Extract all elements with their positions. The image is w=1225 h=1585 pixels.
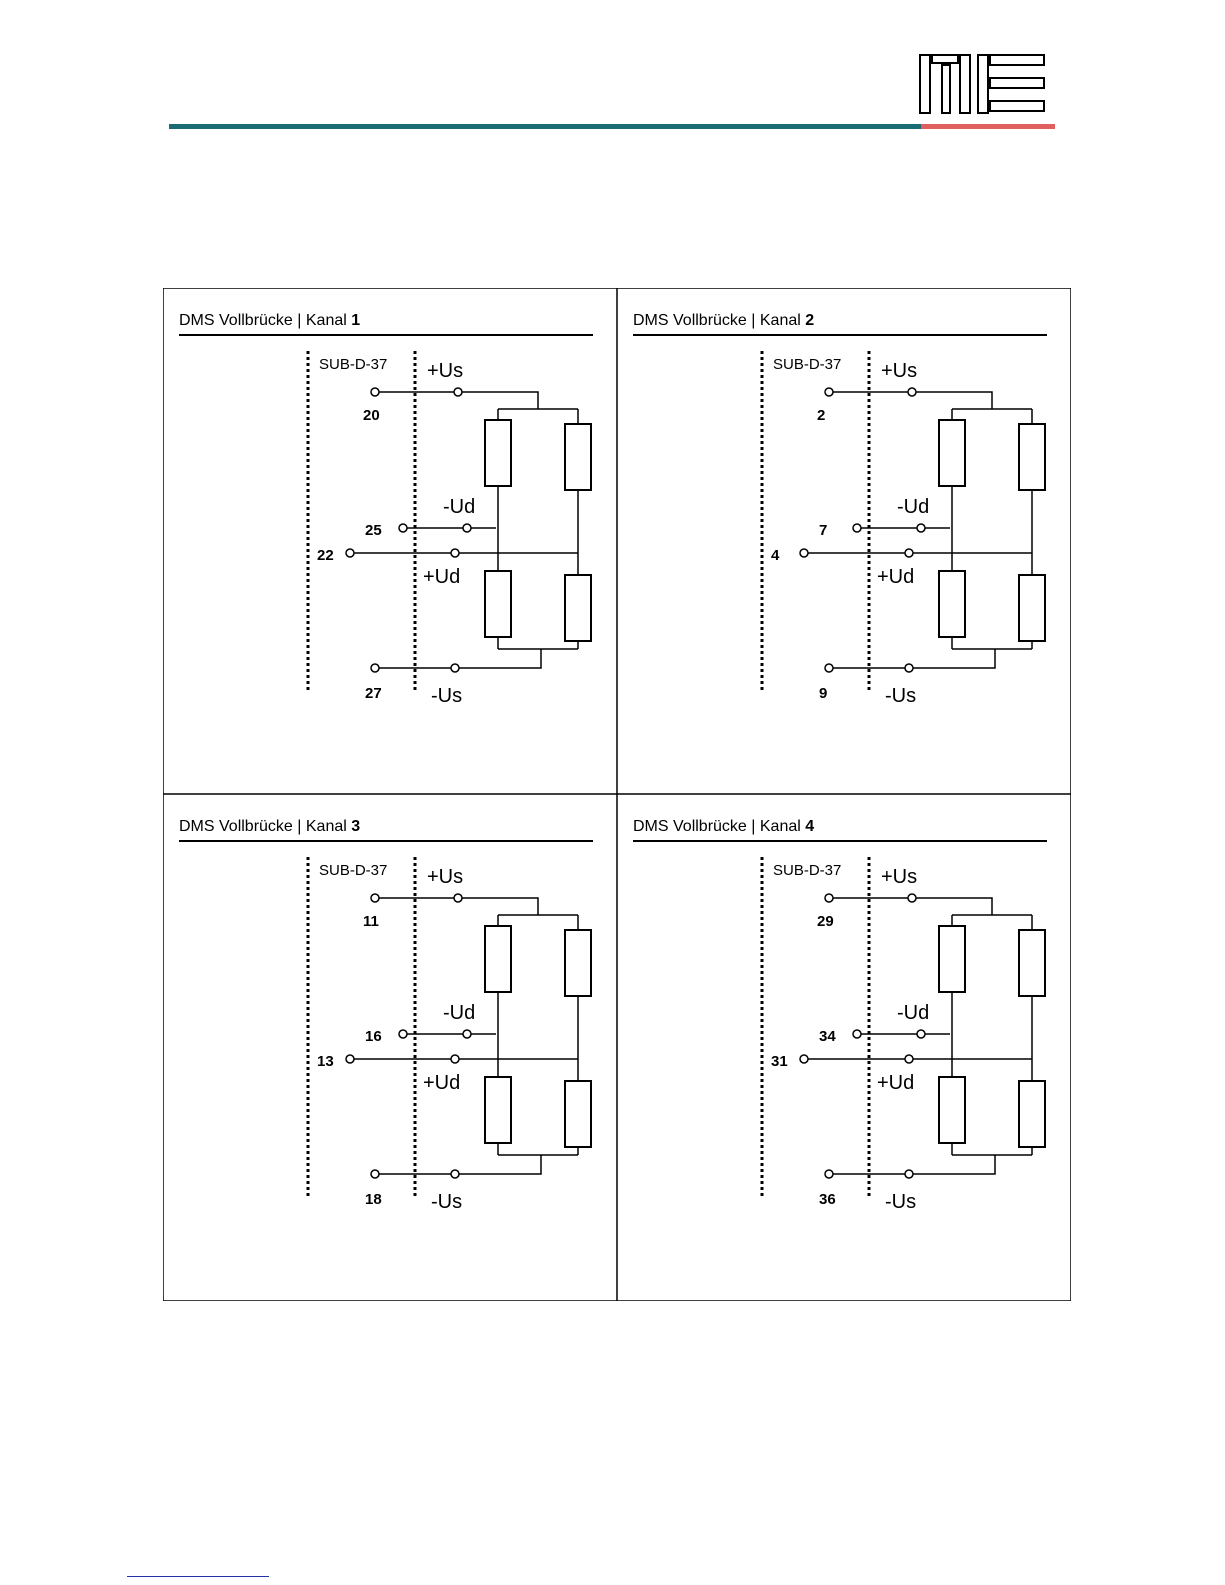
wiring-diagram <box>163 288 1071 1301</box>
signal-label-minus-ud: -Ud <box>897 496 930 518</box>
strain-gauge-resistor <box>565 575 591 641</box>
terminal-pin <box>371 894 379 902</box>
strain-gauge-resistor <box>565 424 591 490</box>
terminal-pin <box>463 524 471 532</box>
signal-label-minus-ud: -Ud <box>443 1002 476 1024</box>
channel-panel <box>633 312 1047 707</box>
signal-label-minus-ud: -Ud <box>897 1002 930 1024</box>
signal-label-minus-us: -Us <box>885 685 917 707</box>
panel-title <box>633 818 814 835</box>
panel-title-prefix: DMS Vollbrücke | Kanal <box>179 818 352 835</box>
panel-title-prefix: DMS Vollbrücke | Kanal <box>633 312 806 329</box>
panel-title <box>633 312 814 329</box>
header-rule-teal <box>169 124 921 129</box>
terminal-pin <box>853 1030 861 1038</box>
signal-label-plus-us: +Us <box>427 360 464 382</box>
terminal-pin <box>825 1170 833 1178</box>
me-logo-icon <box>918 53 1056 117</box>
strain-gauge-resistor <box>485 1077 511 1143</box>
channel-panel <box>179 818 593 1213</box>
pin-number-plus-us: 29 <box>817 913 834 930</box>
terminal-pin <box>463 1030 471 1038</box>
terminal-pin <box>917 1030 925 1038</box>
terminal-pin <box>451 549 459 557</box>
terminal-pin <box>825 664 833 672</box>
panel-title <box>179 312 360 329</box>
signal-label-minus-us: -Us <box>431 685 463 707</box>
terminal-pin <box>454 894 462 902</box>
terminal-pin <box>399 524 407 532</box>
wire-minus-us <box>379 649 541 668</box>
signal-label-plus-us: +Us <box>881 360 918 382</box>
terminal-pin <box>371 1170 379 1178</box>
strain-gauge-resistor <box>939 420 965 486</box>
signal-label-plus-us: +Us <box>427 866 464 888</box>
pin-number-minus-ud: 25 <box>365 522 382 539</box>
terminal-pin <box>371 664 379 672</box>
signal-label-plus-ud: +Ud <box>423 1072 461 1094</box>
terminal-pin <box>800 1055 808 1063</box>
strain-gauge-resistor <box>1019 930 1045 996</box>
channel-panel <box>179 312 593 707</box>
wire-minus-us <box>833 649 995 668</box>
strain-gauge-resistor <box>939 1077 965 1143</box>
terminal-pin <box>908 388 916 396</box>
terminal-pin <box>346 549 354 557</box>
terminal-pin <box>454 388 462 396</box>
panel-channel-number: 2 <box>805 312 815 329</box>
strain-gauge-resistor <box>1019 1081 1045 1147</box>
terminal-pin <box>451 664 459 672</box>
panel-title <box>179 818 360 835</box>
strain-gauge-resistor <box>565 930 591 996</box>
wire-minus-us <box>833 1155 995 1174</box>
strain-gauge-resistor <box>485 571 511 637</box>
strain-gauge-resistor <box>485 926 511 992</box>
connector-label: SUB-D-37 <box>319 862 388 879</box>
signal-label-plus-ud: +Ud <box>877 566 915 588</box>
terminal-pin <box>825 388 833 396</box>
panel-channel-number: 4 <box>805 818 815 835</box>
strain-gauge-resistor <box>1019 424 1045 490</box>
signal-label-plus-us: +Us <box>881 866 918 888</box>
pin-number-minus-us: 27 <box>365 685 382 702</box>
strain-gauge-resistor <box>939 926 965 992</box>
terminal-pin <box>451 1055 459 1063</box>
channel-panel <box>633 818 1047 1213</box>
terminal-pin <box>825 894 833 902</box>
terminal-pin <box>451 1170 459 1178</box>
connector-label: SUB-D-37 <box>319 356 388 373</box>
strain-gauge-resistor <box>1019 575 1045 641</box>
pin-number-plus-us: 2 <box>817 407 826 424</box>
terminal-pin <box>905 1170 913 1178</box>
terminal-pin <box>905 1055 913 1063</box>
header-rule-red <box>921 124 1055 129</box>
strain-gauge-resistor <box>485 420 511 486</box>
terminal-pin <box>908 894 916 902</box>
panel-channel-number: 1 <box>351 312 361 329</box>
wire-minus-us <box>379 1155 541 1174</box>
pin-number-minus-ud: 7 <box>819 522 828 539</box>
pin-number-minus-ud: 16 <box>365 1028 382 1045</box>
terminal-pin <box>399 1030 407 1038</box>
panel-title-prefix: DMS Vollbrücke | Kanal <box>633 818 806 835</box>
pin-number-plus-ud: 22 <box>317 547 334 564</box>
signal-label-plus-ud: +Ud <box>423 566 461 588</box>
terminal-pin <box>905 664 913 672</box>
pin-number-plus-ud: 4 <box>771 547 780 564</box>
footer-link-underline[interactable] <box>127 1576 269 1577</box>
pin-number-plus-us: 20 <box>363 407 380 424</box>
pin-number-minus-us: 18 <box>365 1191 382 1208</box>
signal-label-minus-us: -Us <box>431 1191 463 1213</box>
pin-number-plus-ud: 13 <box>317 1053 334 1070</box>
terminal-pin <box>917 524 925 532</box>
connector-label: SUB-D-37 <box>773 356 842 373</box>
pin-number-minus-ud: 34 <box>819 1028 836 1045</box>
terminal-pin <box>853 524 861 532</box>
signal-label-plus-ud: +Ud <box>877 1072 915 1094</box>
pin-number-plus-us: 11 <box>363 913 379 930</box>
signal-label-minus-ud: -Ud <box>443 496 476 518</box>
panel-title-prefix: DMS Vollbrücke | Kanal <box>179 312 352 329</box>
signal-label-minus-us: -Us <box>885 1191 917 1213</box>
terminal-pin <box>346 1055 354 1063</box>
terminal-pin <box>905 549 913 557</box>
terminal-pin <box>800 549 808 557</box>
connector-label: SUB-D-37 <box>773 862 842 879</box>
pin-number-minus-us: 9 <box>819 685 828 702</box>
terminal-pin <box>371 388 379 396</box>
pin-number-minus-us: 36 <box>819 1191 836 1208</box>
panel-channel-number: 3 <box>351 818 361 835</box>
pin-number-plus-ud: 31 <box>771 1053 788 1070</box>
strain-gauge-resistor <box>565 1081 591 1147</box>
strain-gauge-resistor <box>939 571 965 637</box>
